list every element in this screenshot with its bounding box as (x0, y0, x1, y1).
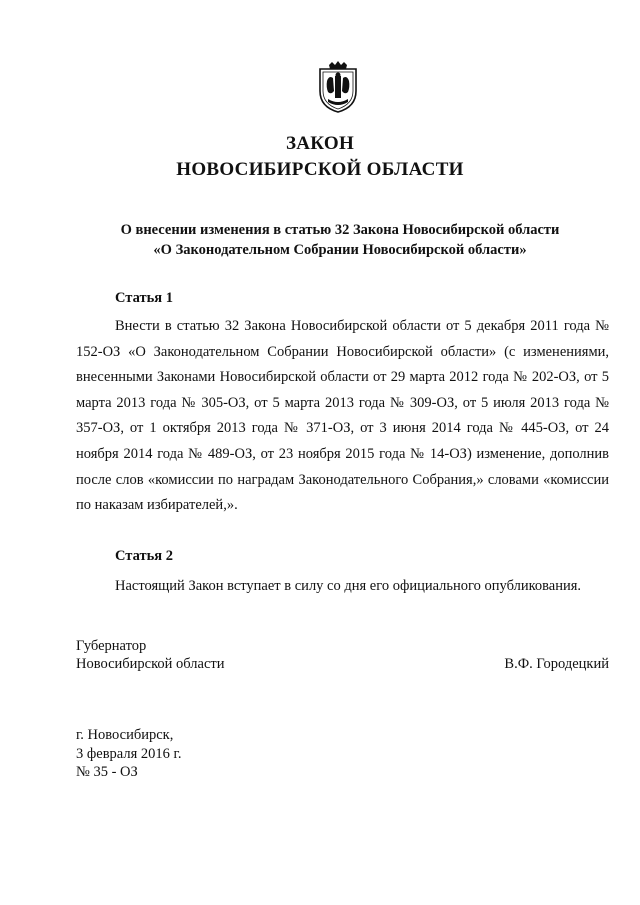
law-date: 3 февраля 2016 г. (76, 745, 182, 762)
article-1-heading: Статья 1 (115, 290, 173, 306)
signatory-position (76, 637, 225, 673)
law-subtitle-line2: «О Законодательном Собрании Новосибирской области» (153, 242, 527, 258)
signatory-name: В.Ф. Городецкий (504, 656, 609, 672)
article-2-heading: Статья 2 (115, 548, 173, 564)
place-date-number (76, 726, 181, 782)
document-title-line2: НОВОСИБИРСКОЙ ОБЛАСТИ (176, 159, 464, 180)
signatory-position-line1: Губернатор (76, 638, 147, 654)
article-1-text: Внести в статью 32 Закона Новосибирской области от 5 декабря 2011 года № 152-ОЗ «О Законодательном Собрании Новосибирской области» (с изменениями, внесенными Законами Новосибирской области от 29 марта 2012 года № 202-ОЗ, от 5 марта 2013 года № 305-ОЗ, от 5 марта 2013 года № 309-ОЗ, от 5 июля 2013 года № 357-ОЗ, от 1 октября 2013 года № 371-ОЗ, от 3 июня 2014 года № 445-ОЗ, от 24 ноября 2014 года № 489-ОЗ, от 23 ноября 2015 года № 14-ОЗ) изменение, дополнив после слов «комиссии по наградам Законодательного Собрания,» словами «комиссии по наказам избирателей,». (76, 318, 609, 514)
law-subtitle (60, 220, 620, 260)
law-number: № 35 - ОЗ (76, 764, 138, 780)
signatory-position-line2: Новосибирской области (76, 656, 225, 672)
document-title-line1: ЗАКОН (285, 133, 355, 154)
coat-of-arms-emblem (317, 61, 359, 113)
article-2-text: Настоящий Закон вступает в силу со дня его официального опубликования. (115, 578, 582, 594)
law-subtitle-line1: О внесении изменения в статью 32 Закона Новосибирской области (120, 222, 560, 238)
city: г. Новосибирск, (76, 727, 174, 743)
